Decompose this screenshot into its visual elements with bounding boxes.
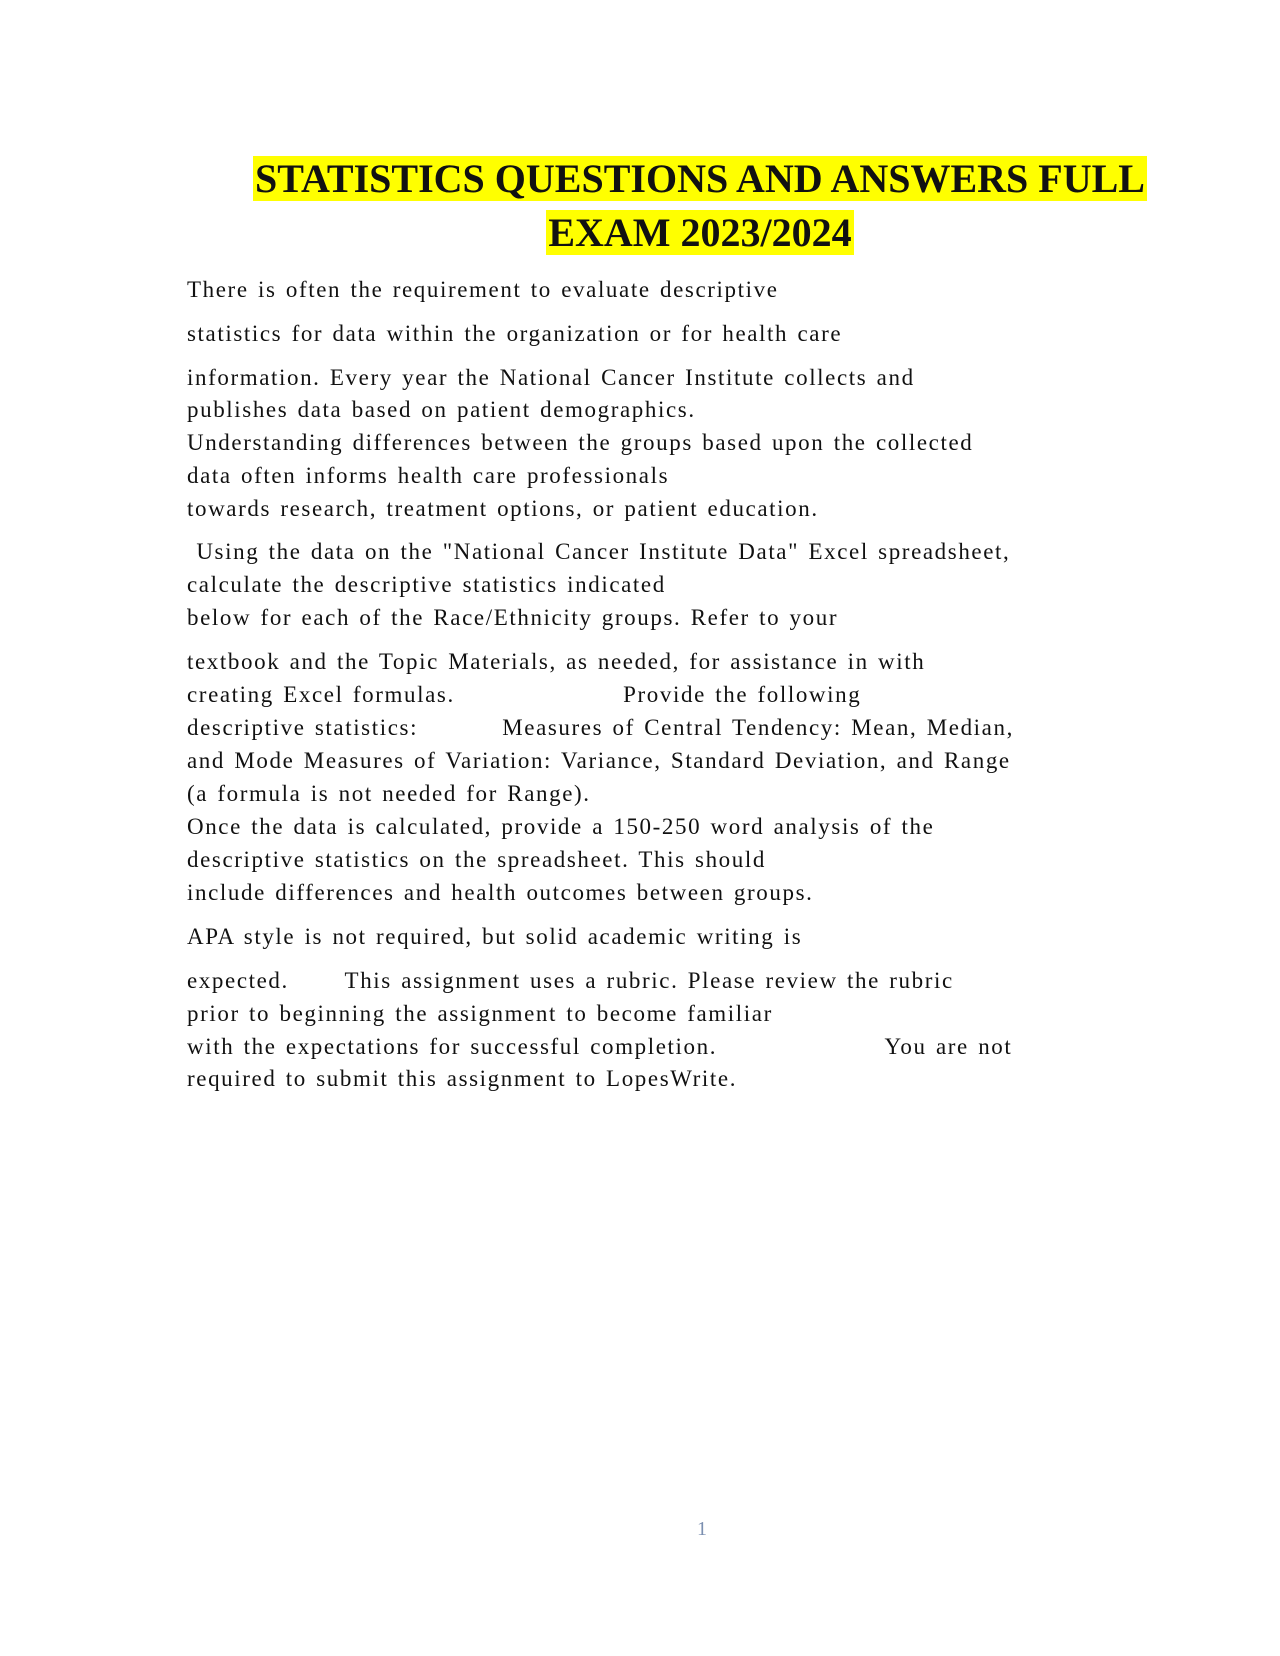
body-line: include differences and health outcomes between groups. [187,880,814,905]
body-line: publishes data based on patient demographics. [187,397,696,422]
body-line: and Mode Measures of Variation: Variance, Standard Deviation, and Range [187,748,1011,773]
body-line: descriptive statistics: Measures of Central Tendency: Mean, Median, [187,715,1014,740]
body-line: textbook and the Topic Materials, as needed, for assistance in with [187,649,926,674]
body-line: required to submit this assignment to LopesWrite. [187,1066,738,1091]
body-line: There is often the requirement to evaluate descriptive [187,277,779,302]
body-line: statistics for data within the organization or for health care [187,321,843,346]
document-title [150,152,1250,260]
body-line: below for each of the Race/Ethnicity groups. Refer to your [187,605,839,630]
body-line: data often informs health care professionals [187,463,670,488]
body-line: information. Every year the National Cancer Institute collects and [187,365,915,390]
body-line: towards research, treatment options, or patient education. [187,496,819,521]
body-line: APA style is not required, but solid academic writing is [187,924,803,949]
body-line: Understanding differences between the groups based upon the collected [187,430,974,455]
body-line: prior to beginning the assignment to become familiar [187,1001,773,1026]
title-line-2: EXAM 2023/2024 [548,210,852,255]
body-line: Once the data is calculated, provide a 150-250 word analysis of the [187,814,935,839]
body-line: (a formula is not needed for Range). [187,781,591,806]
page-number: 1 [697,1518,707,1540]
body-line: Using the data on the "National Cancer Institute Data" Excel spreadsheet, [187,539,1011,564]
body-line: with the expectations for successful completion. You are not [187,1034,1013,1059]
body-line: calculate the descriptive statistics indicated [187,572,666,597]
body-line: creating Excel formulas. Provide the following [187,682,862,707]
document-body [187,275,1087,1091]
body-line: expected. This assignment uses a rubric. Please review the rubric [187,968,954,993]
title-line-1: STATISTICS QUESTIONS AND ANSWERS FULL [255,156,1145,201]
body-line: descriptive statistics on the spreadsheet. This should [187,847,766,872]
